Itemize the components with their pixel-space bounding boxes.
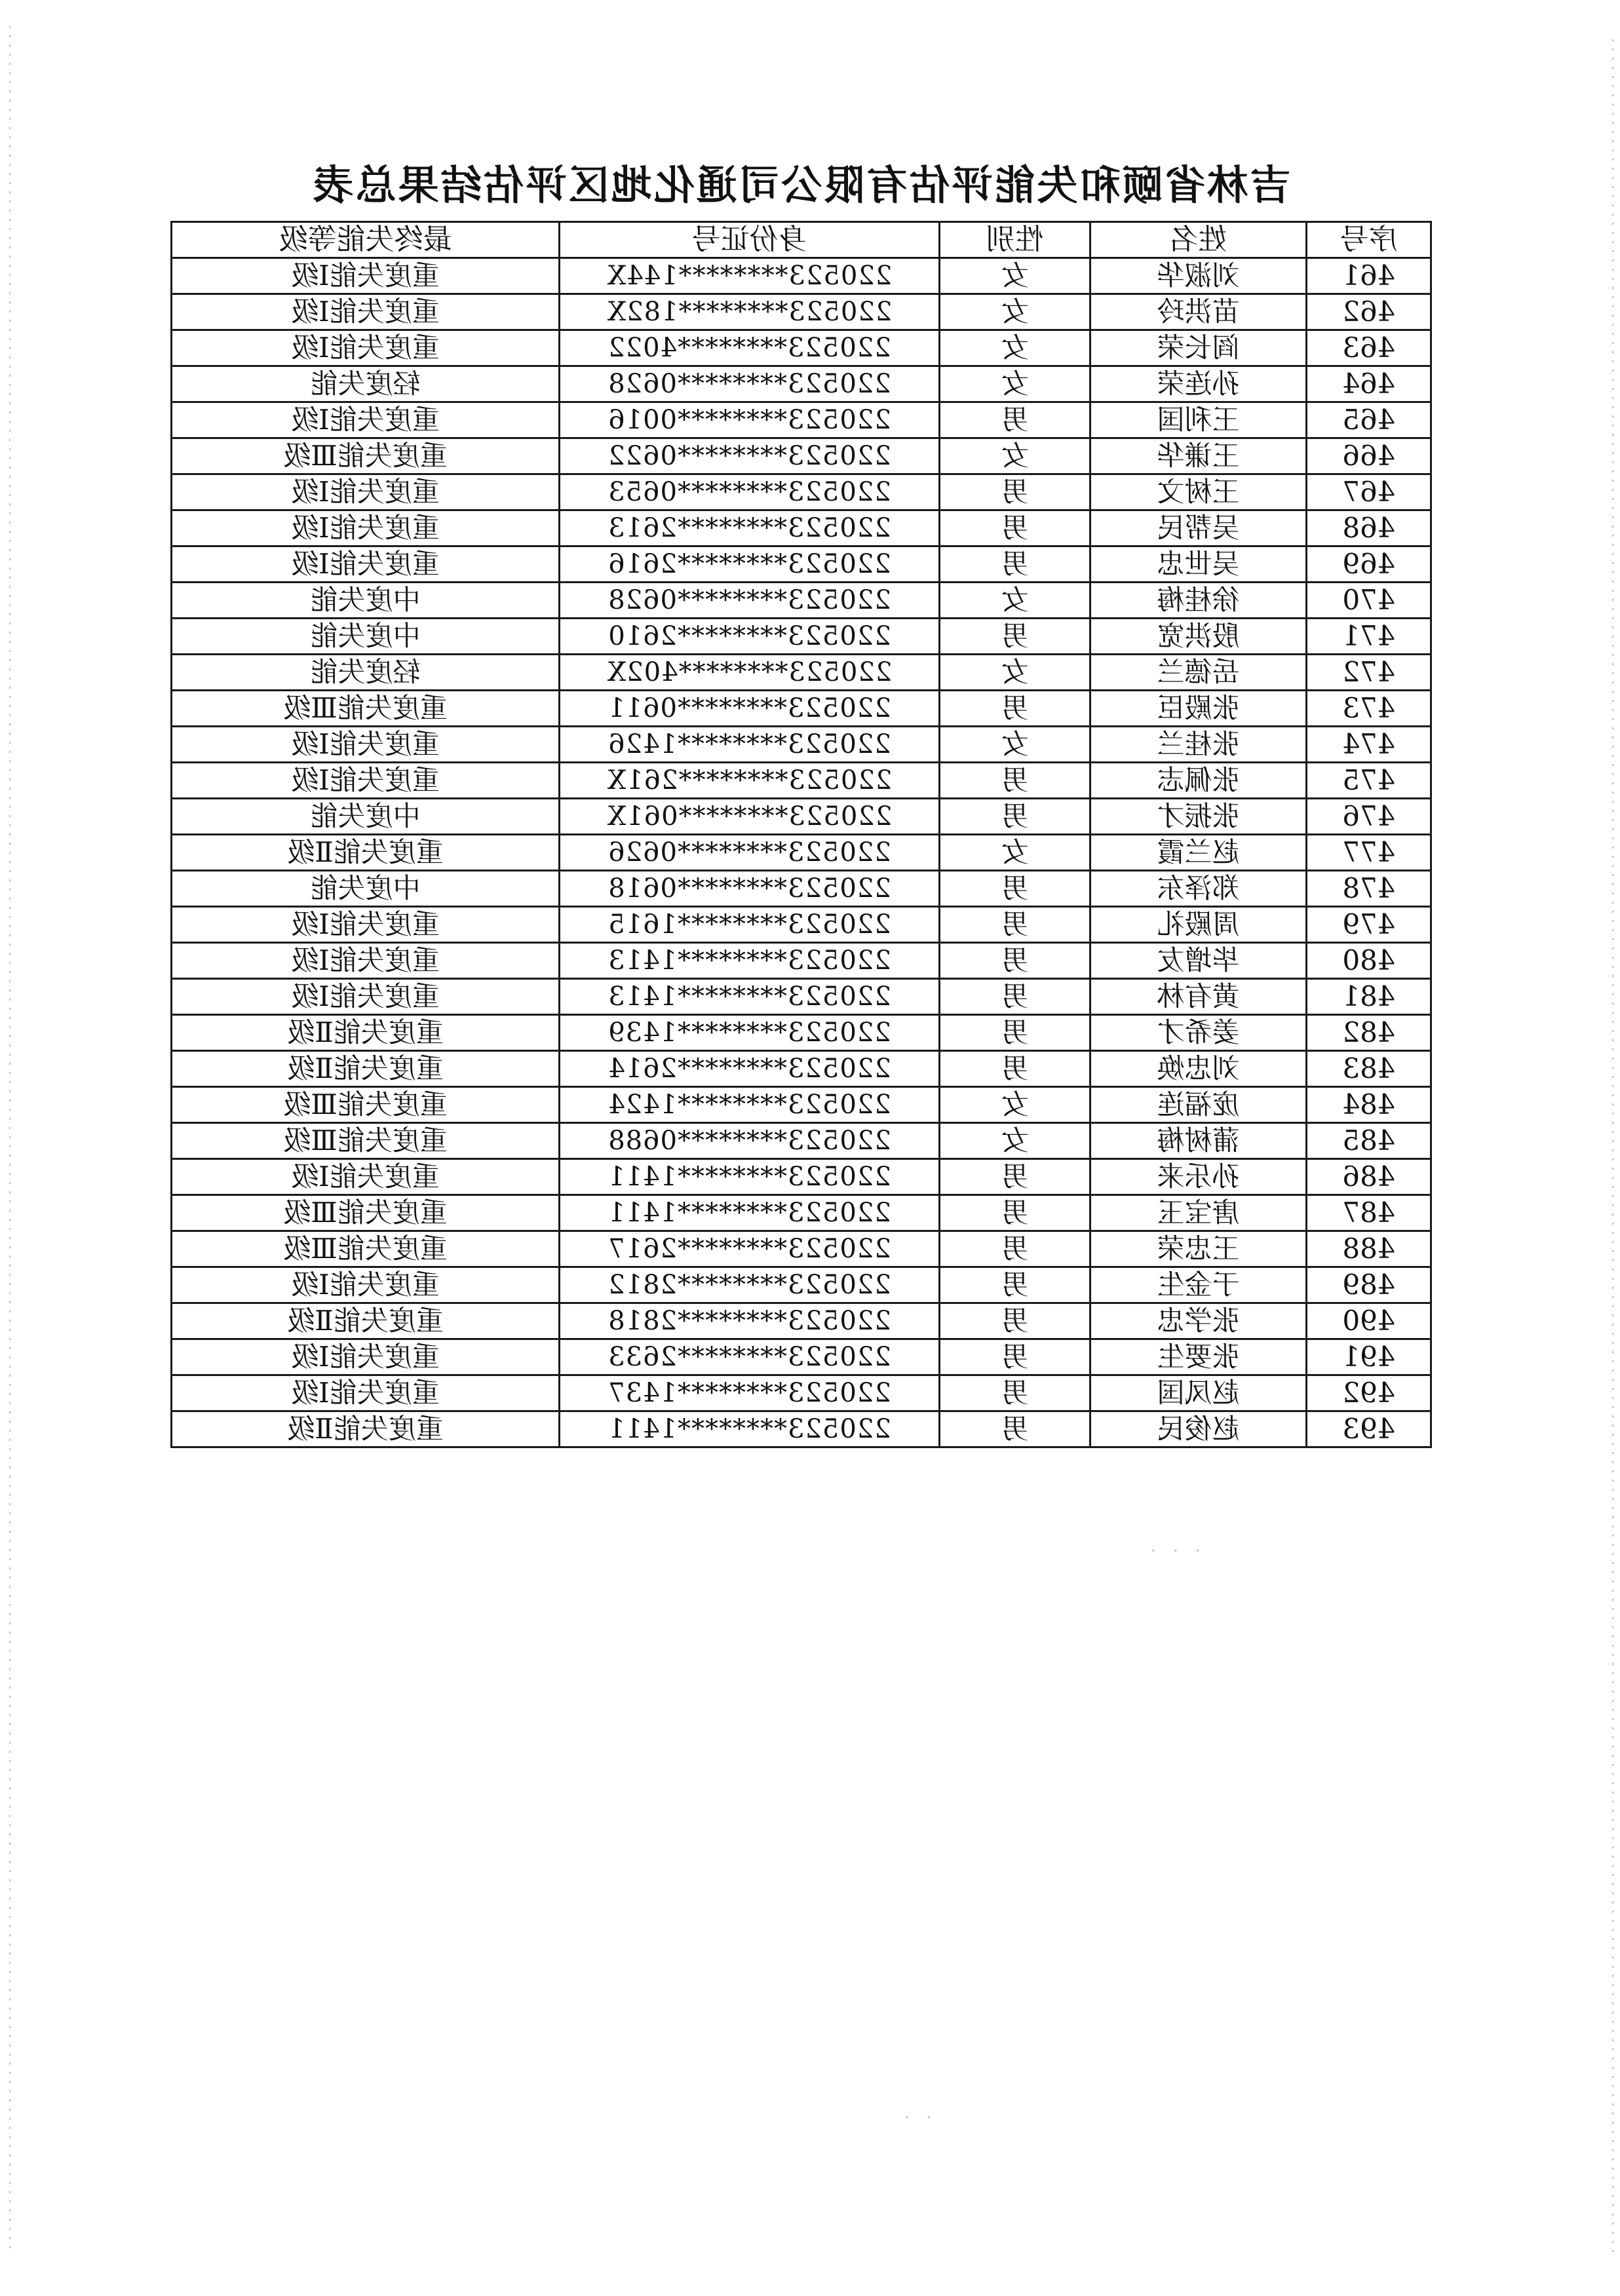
cell-name: 张殿臣	[1090, 691, 1307, 727]
table-row	[172, 1087, 1431, 1123]
cell-seq: 485	[1307, 1123, 1431, 1159]
cell-id-number: 220523********0628	[560, 366, 940, 402]
cell-id-number: 220523********0611	[560, 691, 940, 727]
cell-gender: 男	[940, 799, 1090, 835]
cell-seq: 489	[1307, 1267, 1431, 1303]
cell-disability-grade: 重度失能Ⅰ级	[172, 294, 560, 330]
cell-gender: 男	[940, 1303, 1090, 1339]
cell-gender: 男	[940, 691, 1090, 727]
cell-id-number: 220523********182X	[560, 294, 940, 330]
cell-seq: 469	[1307, 546, 1431, 583]
cell-seq: 484	[1307, 1087, 1431, 1123]
cell-name: 岳德兰	[1090, 655, 1307, 691]
cell-gender: 女	[940, 1087, 1090, 1123]
cell-disability-grade: 轻度失能	[172, 366, 560, 402]
header-disability-grade: 最终失能等级	[172, 222, 560, 258]
cell-disability-grade: 重度失能Ⅰ级	[172, 474, 560, 510]
cell-disability-grade: 重度失能Ⅰ级	[172, 1159, 560, 1195]
cell-id-number: 220523********1413	[560, 943, 940, 979]
cell-disability-grade: 重度失能Ⅲ级	[172, 438, 560, 474]
cell-id-number: 220523********0628	[560, 583, 940, 619]
cell-id-number: 220523********2616	[560, 546, 940, 583]
cell-seq: 481	[1307, 979, 1431, 1015]
cell-name: 庞福连	[1090, 1087, 1307, 1123]
cell-disability-grade: 重度失能Ⅲ级	[172, 1195, 560, 1231]
table-row	[172, 1411, 1431, 1447]
cell-name: 赵兰霞	[1090, 835, 1307, 871]
cell-gender: 男	[940, 907, 1090, 943]
table-header-row	[172, 222, 1431, 258]
cell-name: 唐宝玉	[1090, 1195, 1307, 1231]
cell-seq: 487	[1307, 1195, 1431, 1231]
cell-name: 王利国	[1090, 402, 1307, 438]
cell-disability-grade: 中度失能	[172, 583, 560, 619]
cell-id-number: 220523********1413	[560, 979, 940, 1015]
cell-seq: 473	[1307, 691, 1431, 727]
cell-name: 王忠荣	[1090, 1231, 1307, 1267]
cell-gender: 男	[940, 1195, 1090, 1231]
cell-seq: 463	[1307, 330, 1431, 366]
table-row	[172, 1231, 1431, 1267]
cell-gender: 女	[940, 366, 1090, 402]
cell-name: 毕增友	[1090, 943, 1307, 979]
cell-seq: 492	[1307, 1375, 1431, 1411]
header-id-number: 身份证号	[560, 222, 940, 258]
cell-id-number: 220523********1437	[560, 1375, 940, 1411]
cell-id-number: 220523********1411	[560, 1159, 940, 1195]
cell-id-number: 220523********2617	[560, 1231, 940, 1267]
cell-gender: 女	[940, 438, 1090, 474]
cell-id-number: 220523********402X	[560, 655, 940, 691]
cell-name: 黄有林	[1090, 979, 1307, 1015]
cell-name: 吴帮民	[1090, 510, 1307, 546]
cell-id-number: 220523********2614	[560, 1051, 940, 1087]
cell-gender: 男	[940, 943, 1090, 979]
cell-name: 王谦华	[1090, 438, 1307, 474]
cell-disability-grade: 中度失能	[172, 799, 560, 835]
cell-id-number: 220523********0688	[560, 1123, 940, 1159]
cell-disability-grade: 重度失能Ⅰ级	[172, 1339, 560, 1375]
cell-disability-grade: 重度失能Ⅲ级	[172, 691, 560, 727]
cell-seq: 474	[1307, 727, 1431, 763]
scan-edge-mark	[9, 26, 10, 2254]
cell-gender: 男	[940, 1339, 1090, 1375]
table-row	[172, 799, 1431, 835]
table-row	[172, 1303, 1431, 1339]
cell-gender: 男	[940, 1159, 1090, 1195]
cell-gender: 女	[940, 1123, 1090, 1159]
header-gender: 性别	[940, 222, 1090, 258]
table-row	[172, 727, 1431, 763]
cell-name: 张佩志	[1090, 763, 1307, 799]
table-row	[172, 1267, 1431, 1303]
cell-name: 赵俊民	[1090, 1411, 1307, 1447]
cell-id-number: 220523********1411	[560, 1195, 940, 1231]
cell-gender: 女	[940, 583, 1090, 619]
cell-id-number: 220523********144X	[560, 258, 940, 294]
table-row	[172, 330, 1431, 366]
cell-gender: 男	[940, 763, 1090, 799]
scan-edge-mark	[1612, 39, 1613, 2254]
cell-disability-grade: 重度失能Ⅰ级	[172, 546, 560, 583]
table-row	[172, 438, 1431, 474]
cell-id-number: 220523********0626	[560, 835, 940, 871]
cell-gender: 女	[940, 835, 1090, 871]
table-row	[172, 763, 1431, 799]
cell-seq: 482	[1307, 1015, 1431, 1051]
cell-disability-grade: 轻度失能	[172, 655, 560, 691]
cell-disability-grade: 重度失能Ⅰ级	[172, 727, 560, 763]
cell-disability-grade: 重度失能Ⅱ级	[172, 835, 560, 871]
cell-id-number: 220523********0622	[560, 438, 940, 474]
cell-disability-grade: 重度失能Ⅰ级	[172, 258, 560, 294]
table-row	[172, 1051, 1431, 1087]
cell-gender: 男	[940, 402, 1090, 438]
cell-name: 阎长荣	[1090, 330, 1307, 366]
cell-id-number: 220523********2818	[560, 1303, 940, 1339]
table-row	[172, 1123, 1431, 1159]
cell-gender: 女	[940, 294, 1090, 330]
cell-name: 王树文	[1090, 474, 1307, 510]
cell-seq: 493	[1307, 1411, 1431, 1447]
cell-id-number: 220523********1439	[560, 1015, 940, 1051]
cell-seq: 465	[1307, 402, 1431, 438]
scan-speckle: · ·	[898, 2107, 932, 2128]
cell-gender: 男	[940, 1267, 1090, 1303]
table-row	[172, 1159, 1431, 1195]
cell-disability-grade: 重度失能Ⅰ级	[172, 510, 560, 546]
cell-seq: 478	[1307, 871, 1431, 907]
cell-name: 殷洪宽	[1090, 619, 1307, 655]
cell-seq: 472	[1307, 655, 1431, 691]
cell-name: 孙乐来	[1090, 1159, 1307, 1195]
cell-name: 刘忠焕	[1090, 1051, 1307, 1087]
cell-name: 张学忠	[1090, 1303, 1307, 1339]
cell-gender: 男	[940, 474, 1090, 510]
table-row	[172, 546, 1431, 583]
table-row	[172, 583, 1431, 619]
cell-id-number: 220523********2812	[560, 1267, 940, 1303]
table-row	[172, 655, 1431, 691]
cell-id-number: 220523********2610	[560, 619, 940, 655]
cell-name: 张振才	[1090, 799, 1307, 835]
cell-seq: 471	[1307, 619, 1431, 655]
cell-gender: 女	[940, 330, 1090, 366]
cell-seq: 462	[1307, 294, 1431, 330]
document-title: 吉林省颐和失能评估有限公司通化地区评估结果总表	[311, 161, 1291, 209]
cell-id-number: 220523********061X	[560, 799, 940, 835]
cell-id-number: 220523********261X	[560, 763, 940, 799]
cell-id-number: 220523********1426	[560, 727, 940, 763]
cell-gender: 男	[940, 979, 1090, 1015]
cell-seq: 470	[1307, 583, 1431, 619]
table-row	[172, 871, 1431, 907]
cell-seq: 476	[1307, 799, 1431, 835]
cell-name: 苗洪玲	[1090, 294, 1307, 330]
cell-disability-grade: 重度失能Ⅱ级	[172, 1015, 560, 1051]
cell-disability-grade: 重度失能Ⅱ级	[172, 1303, 560, 1339]
cell-seq: 466	[1307, 438, 1431, 474]
cell-disability-grade: 重度失能Ⅰ级	[172, 330, 560, 366]
cell-id-number: 220523********1615	[560, 907, 940, 943]
cell-disability-grade: 重度失能Ⅲ级	[172, 1231, 560, 1267]
table-row	[172, 294, 1431, 330]
cell-seq: 477	[1307, 835, 1431, 871]
cell-gender: 男	[940, 1015, 1090, 1051]
cell-id-number: 220523********4022	[560, 330, 940, 366]
cell-gender: 男	[940, 619, 1090, 655]
cell-disability-grade: 重度失能Ⅱ级	[172, 1051, 560, 1087]
cell-seq: 468	[1307, 510, 1431, 546]
assessment-results-table	[170, 221, 1432, 1448]
cell-seq: 479	[1307, 907, 1431, 943]
cell-name: 张要生	[1090, 1339, 1307, 1375]
cell-name: 周殿礼	[1090, 907, 1307, 943]
cell-name: 吴世忠	[1090, 546, 1307, 583]
table-row	[172, 366, 1431, 402]
cell-gender: 男	[940, 1411, 1090, 1447]
cell-disability-grade: 重度失能Ⅰ级	[172, 402, 560, 438]
cell-gender: 女	[940, 727, 1090, 763]
table-row	[172, 1375, 1431, 1411]
cell-name: 张桂兰	[1090, 727, 1307, 763]
table-row	[172, 258, 1431, 294]
cell-seq: 490	[1307, 1303, 1431, 1339]
cell-name: 刘淑华	[1090, 258, 1307, 294]
cell-gender: 女	[940, 258, 1090, 294]
cell-disability-grade: 重度失能Ⅰ级	[172, 979, 560, 1015]
cell-disability-grade: 重度失能Ⅰ级	[172, 1267, 560, 1303]
cell-disability-grade: 中度失能	[172, 619, 560, 655]
table-row	[172, 1015, 1431, 1051]
cell-name: 郑泽东	[1090, 871, 1307, 907]
cell-seq: 483	[1307, 1051, 1431, 1087]
table-row	[172, 979, 1431, 1015]
cell-name: 徐桂梅	[1090, 583, 1307, 619]
scan-speckle: · · ·	[1145, 1540, 1201, 1561]
cell-disability-grade: 中度失能	[172, 871, 560, 907]
cell-seq: 480	[1307, 943, 1431, 979]
table-body	[172, 258, 1431, 1447]
table-row	[172, 510, 1431, 546]
cell-id-number: 220523********2633	[560, 1339, 940, 1375]
table-row	[172, 1195, 1431, 1231]
cell-seq: 488	[1307, 1231, 1431, 1267]
table-row	[172, 907, 1431, 943]
table-row	[172, 402, 1431, 438]
table-row	[172, 691, 1431, 727]
cell-gender: 男	[940, 1231, 1090, 1267]
table-row	[172, 835, 1431, 871]
header-name: 姓名	[1090, 222, 1307, 258]
cell-disability-grade: 重度失能Ⅰ级	[172, 1375, 560, 1411]
cell-seq: 467	[1307, 474, 1431, 510]
table-row	[172, 474, 1431, 510]
cell-disability-grade: 重度失能Ⅰ级	[172, 943, 560, 979]
cell-seq: 475	[1307, 763, 1431, 799]
header-seq: 序号	[1307, 222, 1431, 258]
cell-seq: 461	[1307, 258, 1431, 294]
cell-disability-grade: 重度失能Ⅰ级	[172, 763, 560, 799]
cell-gender: 男	[940, 510, 1090, 546]
cell-seq: 491	[1307, 1339, 1431, 1375]
cell-gender: 男	[940, 1051, 1090, 1087]
cell-id-number: 220523********0618	[560, 871, 940, 907]
cell-name: 赵凤国	[1090, 1375, 1307, 1411]
cell-id-number: 220523********2613	[560, 510, 940, 546]
cell-name: 于金生	[1090, 1267, 1307, 1303]
table-row	[172, 619, 1431, 655]
cell-id-number: 220523********1411	[560, 1411, 940, 1447]
cell-id-number: 220523********0016	[560, 402, 940, 438]
cell-id-number: 220523********0653	[560, 474, 940, 510]
table-row	[172, 943, 1431, 979]
cell-gender: 男	[940, 1375, 1090, 1411]
cell-seq: 464	[1307, 366, 1431, 402]
cell-disability-grade: 重度失能Ⅲ级	[172, 1087, 560, 1123]
cell-seq: 486	[1307, 1159, 1431, 1195]
cell-disability-grade: 重度失能Ⅲ级	[172, 1123, 560, 1159]
cell-disability-grade: 重度失能Ⅱ级	[172, 1411, 560, 1447]
table-row	[172, 1339, 1431, 1375]
cell-gender: 女	[940, 655, 1090, 691]
cell-disability-grade: 重度失能Ⅰ级	[172, 907, 560, 943]
cell-gender: 男	[940, 546, 1090, 583]
cell-name: 蒲树梅	[1090, 1123, 1307, 1159]
cell-gender: 男	[940, 871, 1090, 907]
cell-name: 孙连荣	[1090, 366, 1307, 402]
cell-id-number: 220523********1424	[560, 1087, 940, 1123]
cell-name: 姜希才	[1090, 1015, 1307, 1051]
